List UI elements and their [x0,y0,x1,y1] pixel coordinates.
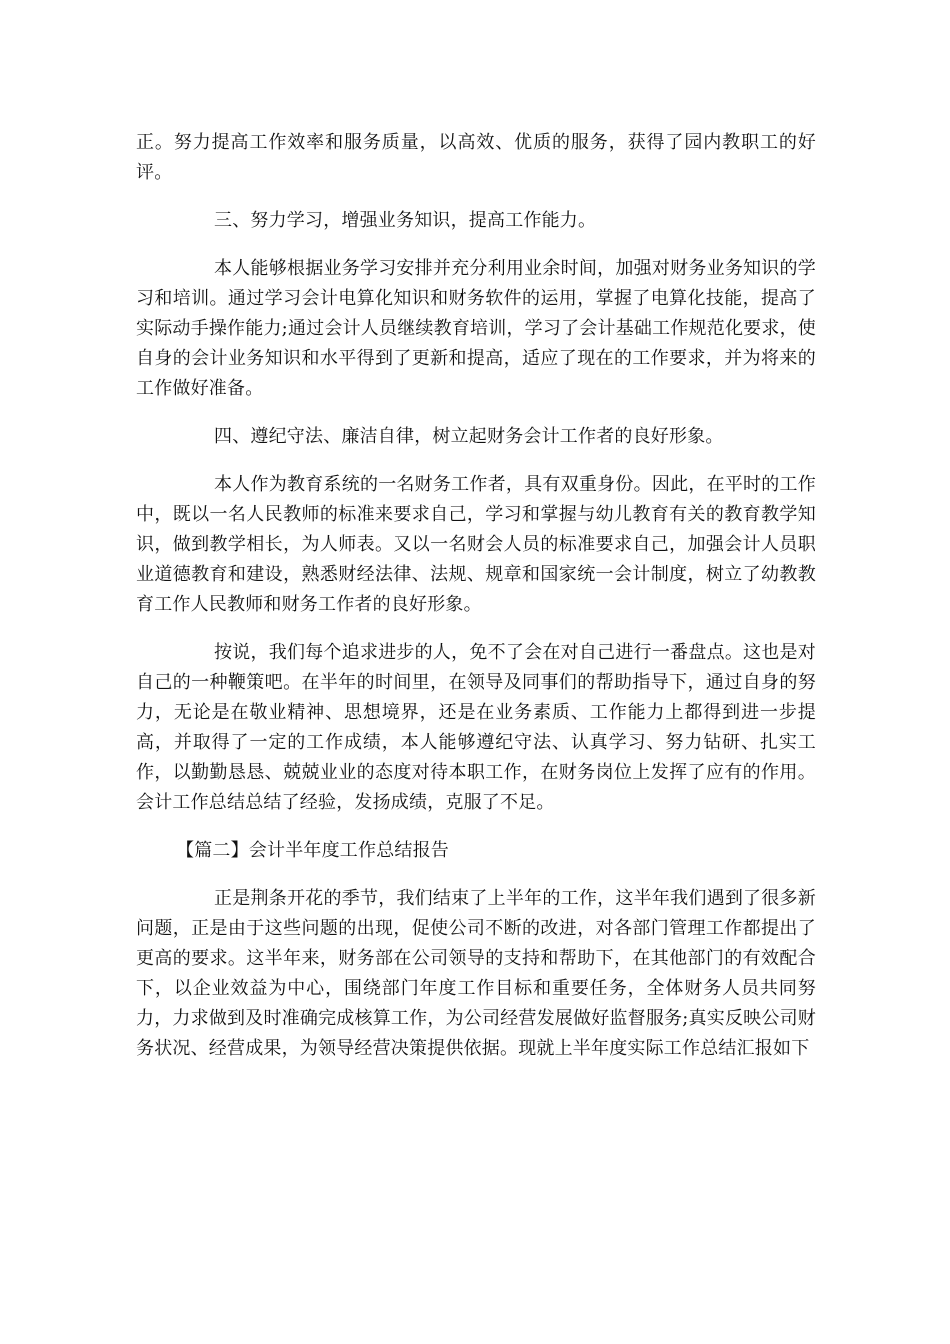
paragraph-gap [136,620,816,638]
paragraph-gap [136,188,816,206]
section-title-part-two: 【篇二】会计半年度工作总结报告 [176,840,449,861]
paragraph-gap [136,866,816,884]
paragraph-gap [136,404,816,422]
paragraph-identity: 本人作为教育系统的一名财务工作者，具有双重身份。因此，在平时的工作中，既以一名人民教师的标准来要求自己，学习和掌握与幼儿教育有关的教育教学知识，做到教学相长，为人师表。又以一名财会人员的标准要求自己，加强会计人员职业道德教育和建设，熟悉财经法律、法规、规章和国家统一会计制度，树立了幼教教育工作人民教师和财务工作者的良好形象。 [136,474,816,615]
section-heading-three: 三、努力学习，增强业务知识，提高工作能力。 [214,210,597,231]
paragraph-study: 本人能够根据业务学习安排并充分利用业余时间，加强对财务业务知识的学习和培训。通过学习会计电算化知识和财务软件的运用，掌握了电算化技能，提高了实际动手操作能力;通过会计人员继续教育培训，学习了会计基础工作规范化要求，使自身的会计业务知识和水平得到了更新和提高，适应了现在的工作要求，并为将来的工作做好准备。 [136,258,816,399]
paragraph-intro-part-two: 正是荆条开花的季节，我们结束了上半年的工作，这半年我们遇到了很多新问题，正是由于这些问题的出现，促使公司不断的改进，对各部门管理工作都提出了更高的要求。这半年来，财务部在公司领导的支持和帮助下，在其他部门的有效配合下，以企业效益为中心，围绕部门年度工作目标和重要任务，全体财务人员共同努力，力求做到及时准确完成核算工作，为公司经营发展做好监督服务;真实反映公司财务状况、经营成果，为领导经营决策提供依据。现就上半年度实际工作总结汇报如下 [136,888,816,1059]
section-heading-four: 四、遵纪守法、廉洁自律，树立起财务会计工作者的良好形象。 [214,426,724,447]
paragraph-gap [136,818,816,836]
paragraph-summary: 按说，我们每个追求进步的人，免不了会在对自己进行一番盘点。这也是对自己的一种鞭策吧。在半年的时间里，在领导及同事们的帮助指导下，通过自身的努力，无论是在敬业精神、思想境界，还是在业务素质、工作能力上都得到进一步提高，并取得了一定的工作成绩，本人能够遵纪守法、认真学习、努力钻研、扎实工作，以勤勤恳恳、兢兢业业的态度对待本职工作，在财务岗位上发挥了应有的作用。会计工作总结总结了经验，发扬成绩，克服了不足。 [136,642,816,813]
paragraph-gap [136,236,816,254]
document-body [136,128,816,1064]
paragraph-continuation: 正。努力提高工作效率和服务质量，以高效、优质的服务，获得了园内教职工的好评。 [136,132,816,183]
paragraph-gap [136,452,816,470]
